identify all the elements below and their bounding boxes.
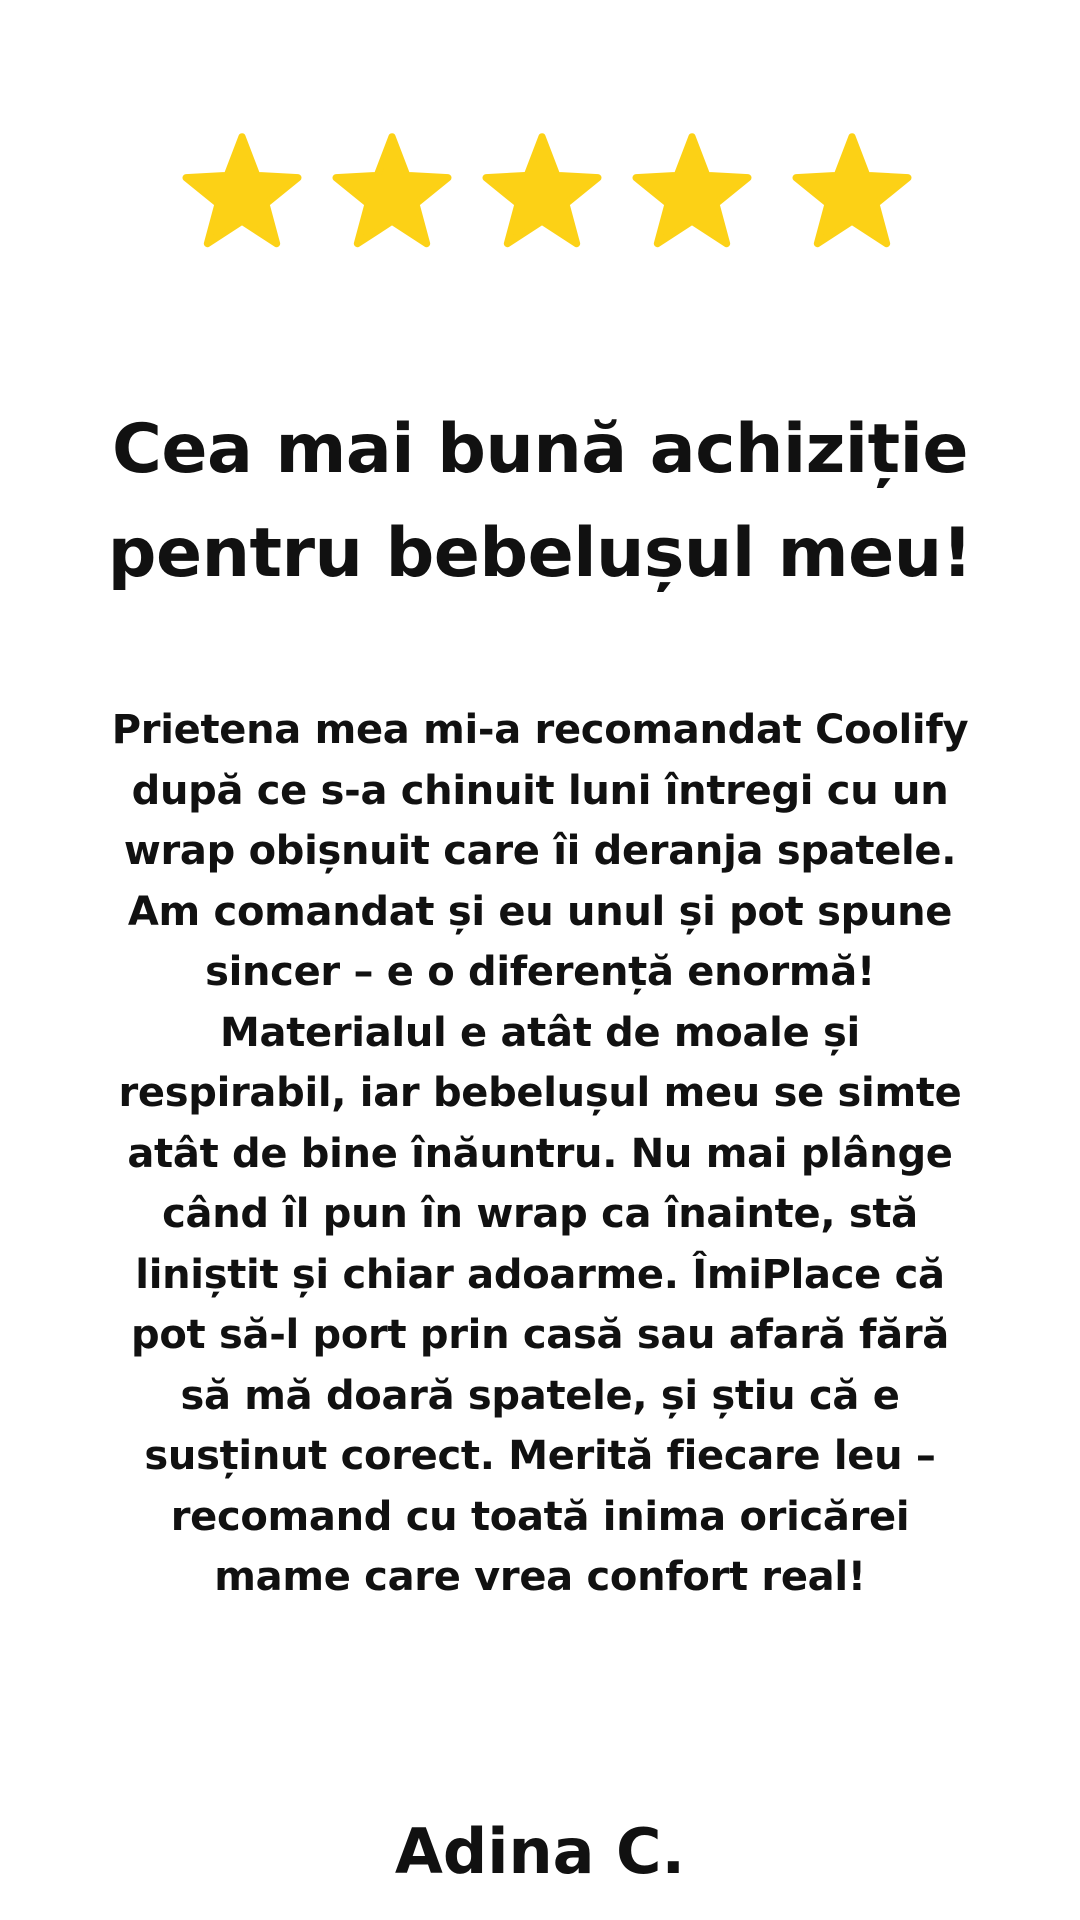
- star-rating: [0, 132, 1080, 262]
- star-icon: [482, 132, 602, 252]
- star-icon: [182, 132, 302, 252]
- star-icon: [632, 132, 752, 252]
- star-icon: [792, 132, 912, 252]
- review-author: Adina C.: [394, 1815, 686, 1888]
- review-text: Prietena mea mi-a recomandat Coolify după ce s-a chinuit luni întregi cu un wrap obișnuit care îi deranja spatele. Am comandat și eu unul și pot spune sincer – e o diferență enormă! Materialul e atât de moale și respirabil, iar bebelușul meu se simte atât de bine înăuntru. Nu mai plânge când îl pun în wrap ca înainte, stă liniștit și chiar adoarme. ÎmiPlace că pot să-l port prin casă sau afară fără să mă doară spatele, și știu că e susținut corect. Merită fiecare leu – recomand cu toată inima oricărei mame care vrea confort real!: [111, 707, 969, 1600]
- star-icon: [332, 132, 452, 252]
- review-title: Cea mai bună achiziție pentru bebelușul meu!: [107, 410, 973, 593]
